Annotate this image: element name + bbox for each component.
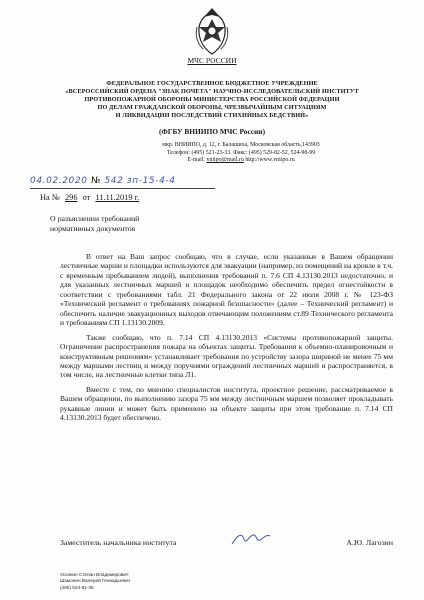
executors-block	[60, 572, 130, 591]
org-name-line: «ВСЕРОССИЙСКИЙ ОРДЕНА "ЗНАК ПОЧЕТА" НАУЧНО-ИССЛЕДОВАТЕЛЬСКИЙ ИНСТИТУТ	[65, 88, 359, 96]
handwritten-date: 04.02.2020	[30, 176, 88, 186]
org-name-line: И ЛИКВИДАЦИИ ПОСЛЕДСТВИЙ СТИХИЙНЫХ БЕДСТВИЙ»	[115, 112, 309, 120]
email-line	[96, 157, 386, 165]
executor-line: Шамонин Валерий Геннадьевич	[60, 578, 131, 584]
contact-block	[96, 142, 386, 165]
postal-address: мкр. ВНИИПО, д. 12, г. Балашиха, Московская область,143903	[162, 142, 320, 148]
organization-abbreviation: (ФГБУ ВНИИПО МЧС России)	[158, 127, 266, 136]
subject-line: О разъяснении требований	[50, 214, 140, 223]
reference-line	[40, 193, 142, 202]
body-paragraph: В ответ на Ваш запрос сообщаю, что в случае, если указанные в Вашем обращении лестничные марши и площадки используются для эвакуации (например, из помещений на кровле в т.ч. с временным пребыванием людей), выполнения требований п. 7.6 СП 4.13130.2013 недостаточно, и для указанных лестничных маршей и площадок необходимо обеспечить предел огнестойкости в соответствии с требованиями табл. 21 Федерального закона от 22 июля 2008 г. № 123-ФЗ «Технический регламент о требованиях пожарной безопасности» (далее – Технический регламент) и обеспечить наличие эвакуационных выходов отвечающим положениям ст.89 Технического регламента и требованиям СП 1.13130.2009.	[60, 252, 393, 328]
body-paragraph: Также сообщаю, что п. 7.14 СП 4.13130.2013 «Системы противопожарной защиты. Ограничение распространения пожара на объектах защиты. Требования к объемно-планировочным и конструктивным решениям» устанавливает требования по устройству зазора шириной не менее 75 мм между маршами лестниц и между поручнями ограждений лестничных маршей и распространяется, в том числе, на лестничные клетки типа Л1.	[60, 332, 393, 380]
org-name-line: ФЕДЕРАЛЬНОЕ ГОСУДАРСТВЕННОЕ БЮДЖЕТНОЕ УЧРЕЖДЕНИЕ	[106, 80, 318, 87]
executor-phone: (495) 524-81-35	[60, 584, 94, 590]
ref-number: 296	[64, 193, 78, 202]
letter-body	[60, 252, 393, 428]
phone-number: Телефон: (495) 521-23-33.	[166, 149, 232, 156]
email-link[interactable]: vniipo@mail.ru	[206, 157, 244, 164]
ministry-short-name: МЧС РОССИИ	[187, 56, 237, 65]
handwritten-number: 542 зп-15-4-4	[104, 176, 176, 186]
ref-date: 11.11.2019 г.	[95, 193, 140, 202]
executor-line: Усолкин Степан Владимирович	[60, 572, 129, 577]
handwritten-registration	[30, 176, 176, 186]
registration-underline	[30, 188, 215, 189]
org-name-line: ПРОТИВОПОЖАРНОЙ ОБОРОНЫ МИНИСТЕРСТВА РОССИЙСКОЙ ФЕДЕРАЦИИ	[84, 96, 340, 104]
letter-subject	[50, 214, 139, 234]
website-link[interactable]: http://www.vniipo.ru	[245, 157, 295, 164]
handwritten-signature	[230, 530, 272, 548]
signatory-name: А.Ю. Лагозин	[346, 538, 393, 547]
ref-prefix: На №	[40, 193, 60, 202]
number-sign: №	[91, 176, 101, 186]
signatory-title: Заместитель начальника института	[60, 538, 177, 547]
subject-line: нормативных документов	[50, 223, 136, 233]
phone-fax-line	[96, 150, 386, 158]
body-paragraph: Вместе с тем, по мнению специалистов института, проектное решение, рассматриваемое в Вашем обращении, по выполнению зазора 75 мм между лестничным маршем позволяет прокладывать рукавные линии и может быть применено на объекте защиты при этом требование п. 7.14 СП 4.13130.2013 будет обеспечено.	[60, 384, 393, 423]
org-name-line: ПО ДЕЛАМ ГРАЖДАНСКОЙ ОБОРОНЫ, ЧРЕЗВЫЧАЙНЫМ СИТУАЦИЯМ	[97, 104, 327, 112]
fax-number: Факс: (495) 529-82-52, 524-98-99	[233, 149, 316, 156]
emchs-emblem-icon	[194, 7, 230, 55]
organization-full-name	[60, 80, 364, 120]
ref-from: от	[82, 193, 91, 202]
email-label: E-mail:	[187, 157, 205, 164]
